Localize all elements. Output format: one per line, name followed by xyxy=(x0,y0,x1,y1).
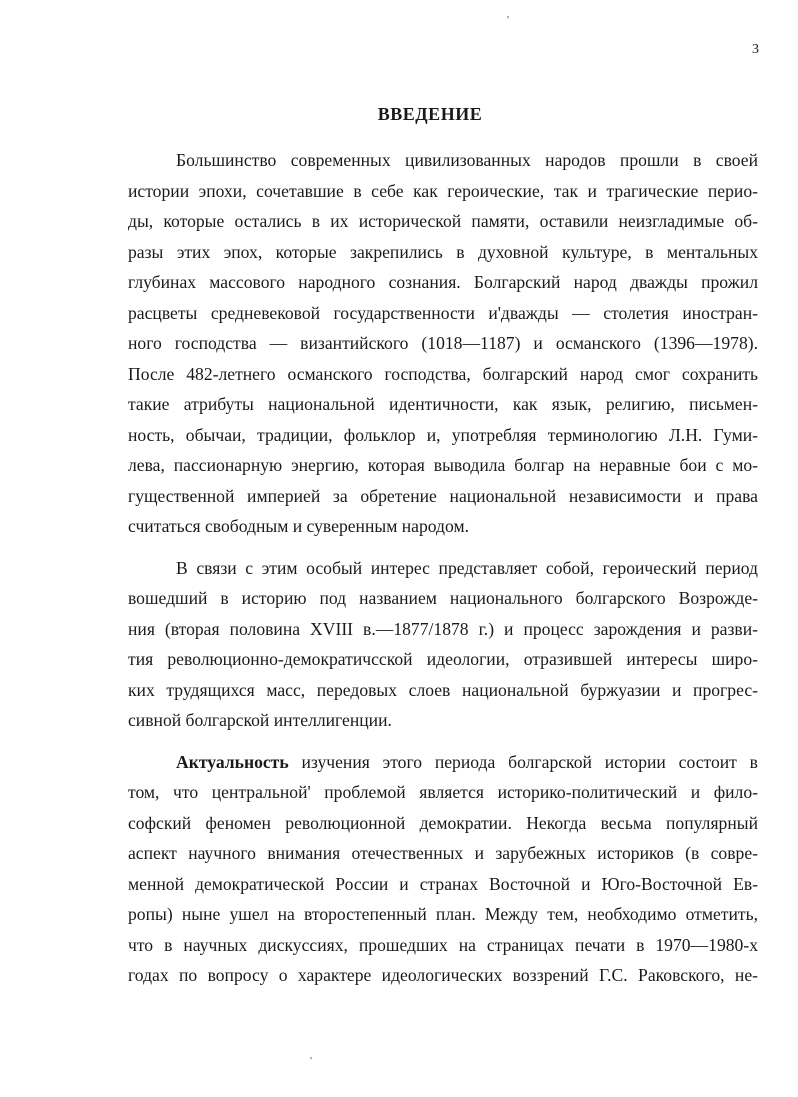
emphasis-term: Актуальность xyxy=(176,751,289,772)
paragraph xyxy=(128,145,758,542)
text-line: лева, пассионарную энергию, которая выводила болгар на неравные бои с мо- xyxy=(128,455,758,475)
text-line: ды, которые остались в их исторической памяти, оставили неизгладимые об- xyxy=(128,211,758,231)
text-line: ния (вторая половина XVIII в.—1877/1878 г.) и процесс зарождения и разви- xyxy=(128,618,758,639)
text-line-first xyxy=(128,747,758,778)
text-line: аспект научного внимания отечественных и зарубежных историков (в совре- xyxy=(128,843,758,863)
text-line: тия революционно-демократичсской идеологии, отразившей интересы широ- xyxy=(128,649,758,669)
text-line: такие атрибуты национальной идентичности, как язык, религию, письмен- xyxy=(128,394,758,414)
text-line: софский феномен революционной демократии. Некогда весьма популярный xyxy=(128,812,758,833)
text-line: что в научных дискуссиях, прошедших на страницах печати в 1970—1980-х xyxy=(128,934,758,955)
scan-mark-top: ' xyxy=(507,14,509,26)
text-line: сивной болгарской интеллигенции. xyxy=(128,710,392,730)
text-line: вошедший в историю под названием национального болгарского Возрожде- xyxy=(128,588,758,608)
body-text xyxy=(128,145,758,991)
paragraph xyxy=(128,747,758,991)
text-line: менной демократической России и странах Восточной и Юго-Восточной Ев- xyxy=(128,873,758,894)
text-run: изучения этого периода болгарской истории состоит в xyxy=(288,751,758,772)
text-line: расцветы средневековой государственности и'дважды — столетия иностран- xyxy=(128,302,758,323)
text-line: В связи с этим особый интерес представляет собой, героический период xyxy=(176,557,758,578)
text-line: разы этих эпох, которые закрепились в духовной культуре, в ментальных xyxy=(128,241,758,262)
page-number: 3 xyxy=(752,42,759,57)
section-heading: ВВЕДЕНИЕ xyxy=(377,104,483,124)
paragraph xyxy=(128,553,758,736)
text-line: ность, обычаи, традиции, фольклор и, употребляя терминологию Л.Н. Гуми- xyxy=(128,424,758,445)
text-line: истории эпохи, сочетавшие в себе как героические, так и трагические перио- xyxy=(128,180,758,201)
text-line: ких трудящихся масс, передовых слоев национальной буржуазии и прогрес- xyxy=(128,679,758,700)
text-line: После 482-летнего османского господства, болгарский народ смог сохранить xyxy=(128,363,758,384)
text-line: ропы) ныне ушел на второстепенный план. Между тем, необходимо отметить, xyxy=(128,904,758,924)
text-line: считаться свободным и суверенным народом. xyxy=(128,516,469,536)
text-line: Большинство современных цивилизованных народов прошли в своей xyxy=(176,150,758,170)
text-line: том, что центральной' проблемой является историко-политический и фило- xyxy=(128,782,758,802)
text-line: глубинах массового народного сознания. Болгарский народ дважды прожил xyxy=(128,272,758,292)
text-line: годах по вопросу о характере идеологических воззрений Г.С. Раковского, не- xyxy=(128,965,758,985)
text-line: ного господства — византийского (1018—1187) и османского (1396—1978). xyxy=(128,333,758,353)
scan-mark-bottom: ' xyxy=(310,1055,312,1067)
text-line: гущественной империей за обретение национальной независимости и права xyxy=(128,485,758,506)
